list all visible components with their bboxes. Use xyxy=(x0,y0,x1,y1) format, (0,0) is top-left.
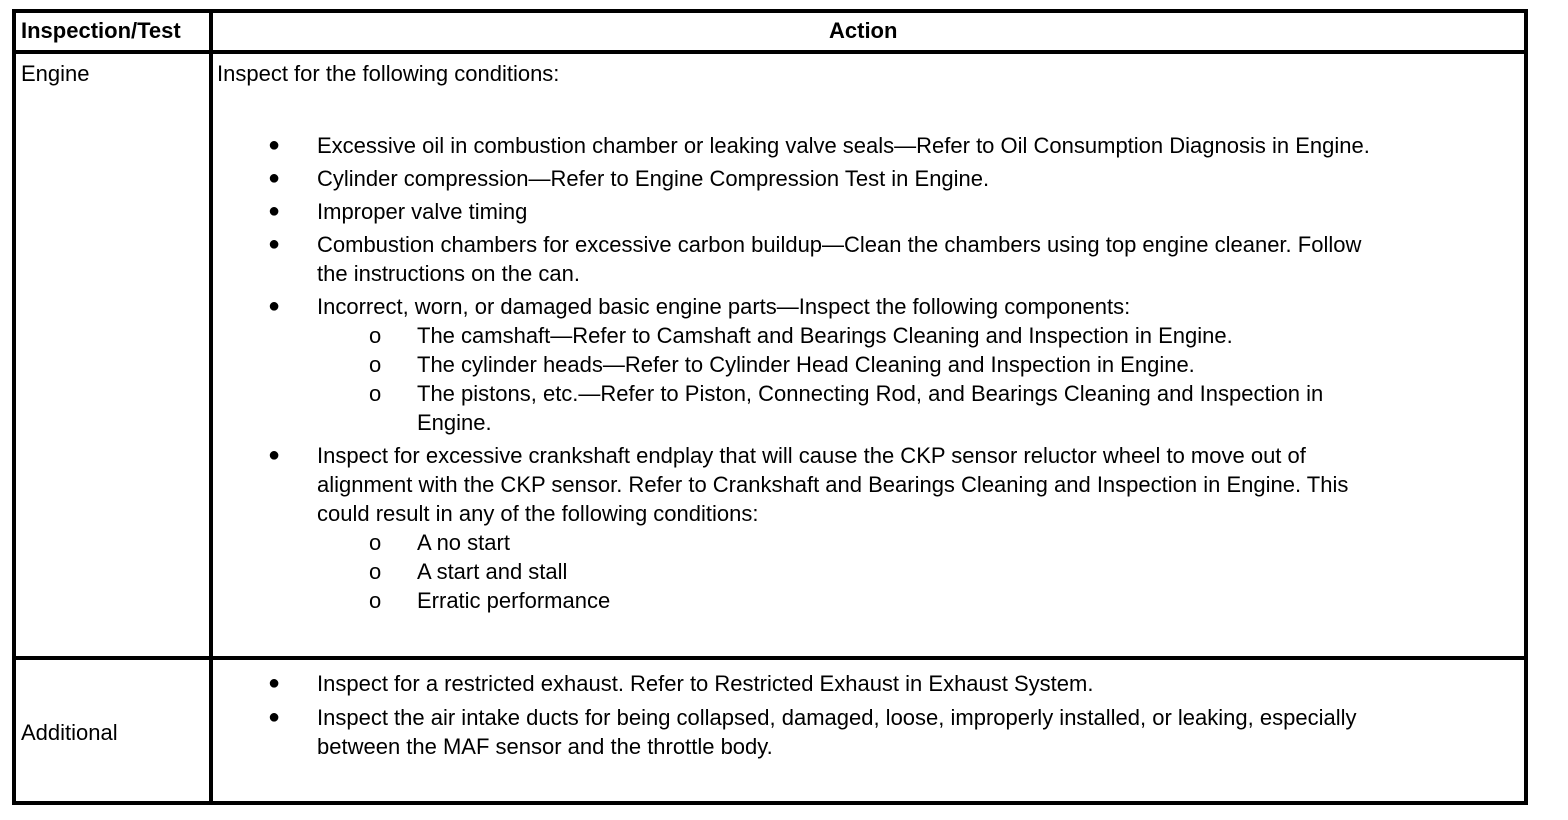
engine-subitem-no-start: A no start xyxy=(417,530,510,555)
bullet-icon: ● xyxy=(268,167,281,189)
inspection-table xyxy=(12,9,1528,805)
engine-subitem-erratic: Erratic performance xyxy=(417,588,611,613)
header-inspection-test: Inspection/Test xyxy=(21,18,181,43)
bullet-icon: ● xyxy=(268,295,281,317)
sub-bullet-icon: o xyxy=(369,588,382,613)
engine-subitem-camshaft: The camshaft—Refer to Camshaft and Bearings Cleaning and Inspection in Engine. xyxy=(417,323,1233,348)
bullet-icon: ● xyxy=(268,233,281,255)
bullet-icon: ● xyxy=(268,444,281,466)
engine-intro: Inspect for the following conditions: xyxy=(217,61,560,86)
engine-item-6-line-1: Inspect for excessive crankshaft endplay that will cause the CKP sensor reluctor wheel to move out of xyxy=(317,443,1306,468)
additional-item-2-line-2: between the MAF sensor and the throttle body. xyxy=(317,734,773,759)
engine-item-6-line-2: alignment with the CKP sensor. Refer to Crankshaft and Bearings Cleaning and Inspection in Engine. This xyxy=(317,472,1349,497)
bullet-icon: ● xyxy=(268,134,281,156)
engine-item-4-line-1: Combustion chambers for excessive carbon buildup—Clean the chambers using top engine cleaner. Follow xyxy=(317,232,1362,257)
header-divider xyxy=(16,50,1524,54)
sub-bullet-icon: o xyxy=(369,381,382,406)
engine-item-6-line-3: could result in any of the following conditions: xyxy=(317,501,759,526)
sub-bullet-icon: o xyxy=(369,559,382,584)
sub-bullet-icon: o xyxy=(369,530,382,555)
sub-bullet-icon: o xyxy=(369,323,382,348)
sub-bullet-icon: o xyxy=(369,352,382,377)
engine-item-1: Excessive oil in combustion chamber or leaking valve seals—Refer to Oil Consumption Diagnosis in Engine. xyxy=(317,133,1370,158)
engine-subitem-start-stall: A start and stall xyxy=(417,559,568,584)
additional-item-2-line-1: Inspect the air intake ducts for being collapsed, damaged, loose, improperly installed, or leaking, especially xyxy=(317,705,1357,730)
bullet-icon: ● xyxy=(268,200,281,222)
engine-item-5: Incorrect, worn, or damaged basic engine parts—Inspect the following components: xyxy=(317,294,1131,319)
bullet-icon: ● xyxy=(268,672,281,694)
engine-subitem-pistons-line-1: The pistons, etc.—Refer to Piston, Connecting Rod, and Bearings Cleaning and Inspection in xyxy=(417,381,1324,406)
additional-item-1: Inspect for a restricted exhaust. Refer to Restricted Exhaust in Exhaust System. xyxy=(317,671,1094,696)
engine-subitem-pistons-line-2: Engine. xyxy=(417,410,492,435)
row-label-additional: Additional xyxy=(21,720,118,745)
row-label-engine: Engine xyxy=(21,61,90,86)
engine-item-4-line-2: the instructions on the can. xyxy=(317,261,580,286)
header-action: Action xyxy=(829,18,898,43)
engine-item-2: Cylinder compression—Refer to Engine Compression Test in Engine. xyxy=(317,166,990,191)
column-divider xyxy=(209,13,213,801)
row-divider xyxy=(16,656,1524,660)
bullet-icon: ● xyxy=(268,706,281,728)
engine-subitem-cylinder-heads: The cylinder heads—Refer to Cylinder Head Cleaning and Inspection in Engine. xyxy=(417,352,1195,377)
engine-item-3: Improper valve timing xyxy=(317,199,528,224)
